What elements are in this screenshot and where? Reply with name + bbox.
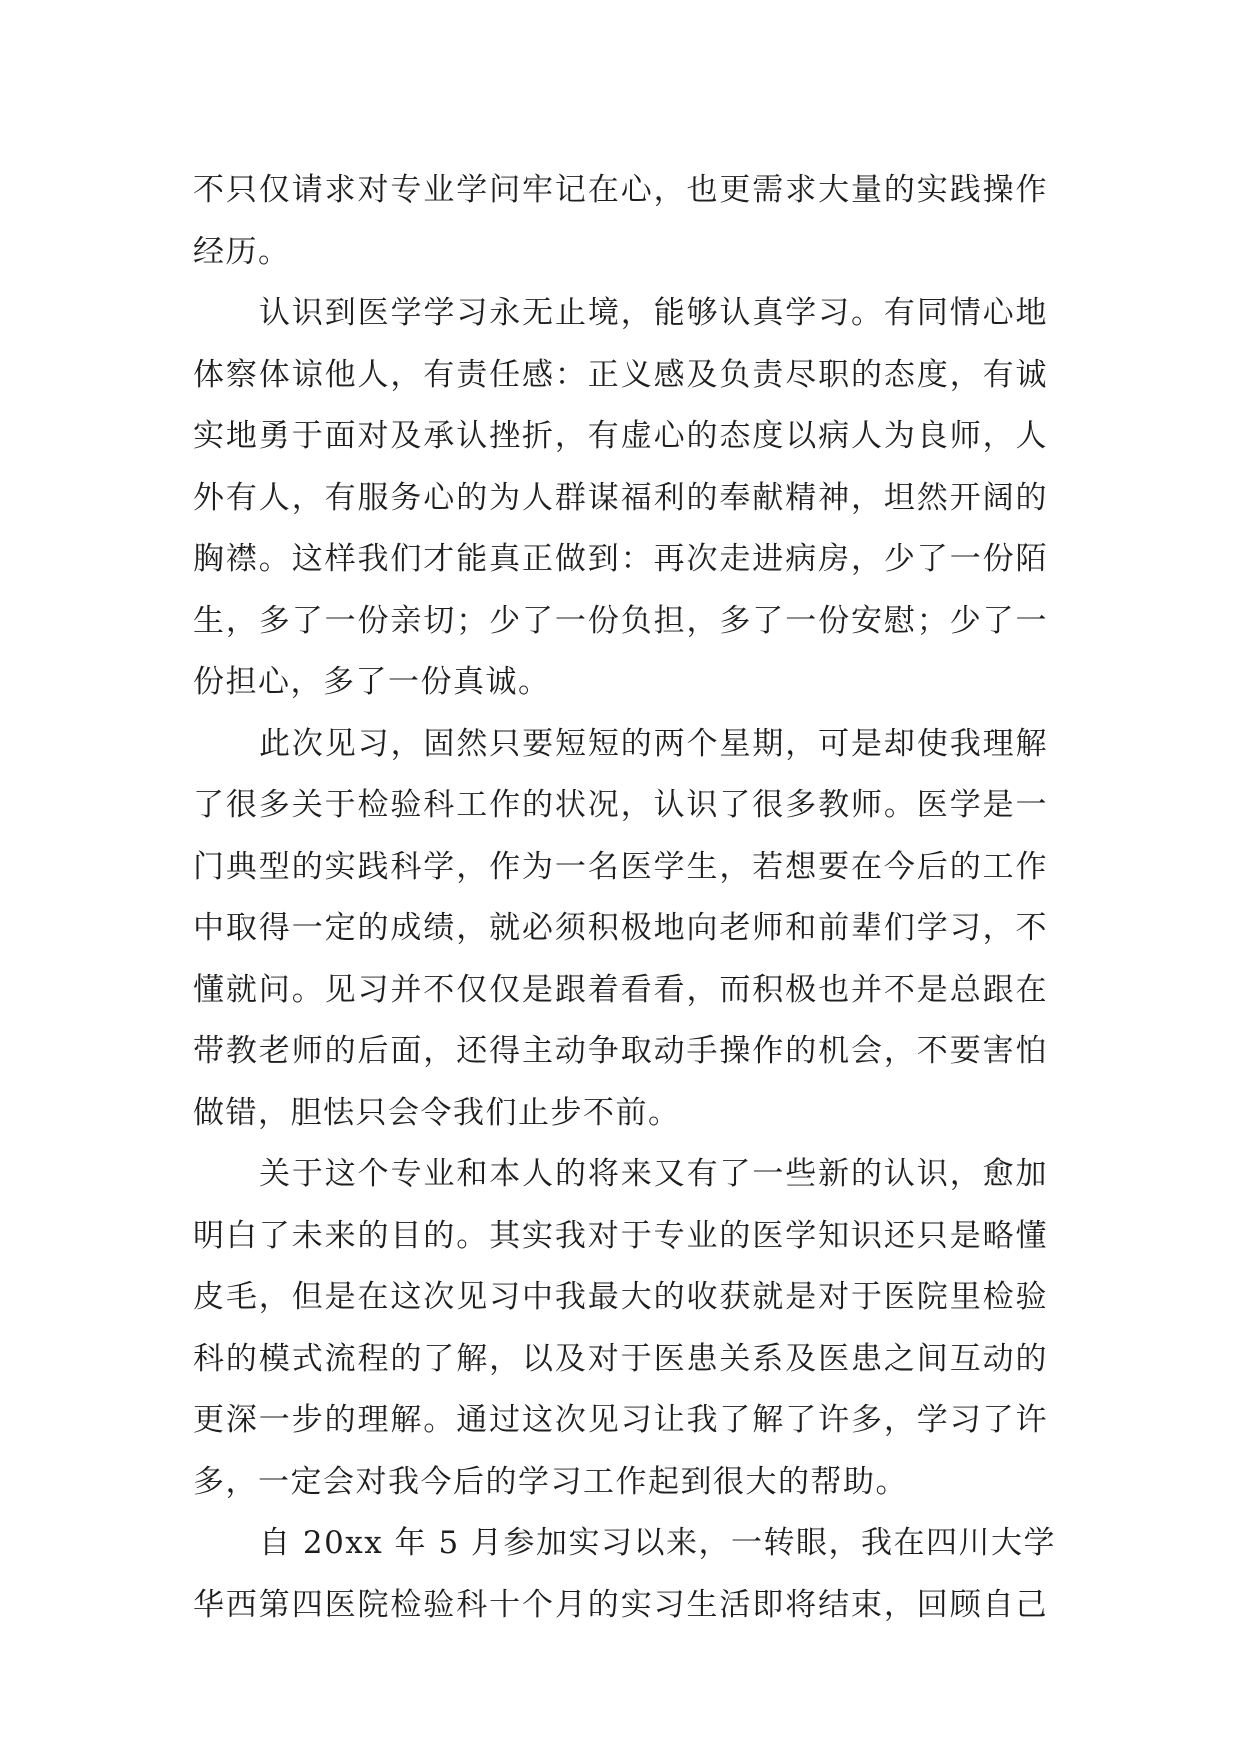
text-line: 带教老师的后面，还得主动争取动手操作的机会，不要害怕 [193, 1033, 1048, 1069]
text-line: 科的模式流程的了解，以及对于医患关系及医患之间互动的 [193, 1340, 1048, 1377]
text-line: 更深一步的理解。通过这次见习让我了解了许多，学习了许 [193, 1402, 1048, 1438]
text-line: 胸襟。这样我们才能真正做到：再次走进病房，少了一份陌 [193, 541, 1048, 577]
document-body [193, 160, 1057, 1636]
text-line: 懂就问。见习并不仅仅是跟着看看，而积极也并不是总跟在 [193, 971, 1048, 1008]
paragraph-first-line: 自 20xx 年 5 月参加实习以来，一转眼，我在四川大学 [259, 1525, 1057, 1561]
text-line: 生，多了一份亲切；少了一份负担，多了一份安慰；少了一 [193, 602, 1048, 639]
text-line: 实地勇于面对及承认挫折，有虚心的态度以病人为良师，人 [193, 418, 1048, 454]
text-line: 中取得一定的成绩，就必须积极地向老师和前辈们学习，不 [193, 910, 1048, 946]
text-line: 明白了未来的目的。其实我对于专业的医学知识还只是略懂 [193, 1217, 1048, 1254]
text-line: 门典型的实践科学，作为一名医学生，若想要在今后的工作 [193, 848, 1048, 885]
text-line: 体察体谅他人，有责任感：正义感及负责尽职的态度，有诚 [193, 356, 1048, 393]
text-line: 经历。 [193, 233, 291, 270]
text-line: 做错，胆怯只会令我们止步不前。 [193, 1094, 681, 1131]
text-line: 外有人，有服务心的为人群谋福利的奉献精神，坦然开阔的 [193, 479, 1048, 516]
text-line: 不只仅请求对专业学问牢记在心，也更需求大量的实践操作 [193, 172, 1048, 208]
paragraph-first-line: 此次见习，固然只要短短的两个星期，可是却使我理解 [259, 725, 1048, 762]
paragraph-first-line: 认识到医学学习永无止境，能够认真学习。有同情心地 [259, 295, 1048, 331]
text-line: 了很多关于检验科工作的状况，认识了很多教师。医学是一 [193, 787, 1048, 823]
text-line: 多，一定会对我今后的学习工作起到很大的帮助。 [193, 1463, 908, 1500]
text-line: 华西第四医院检验科十个月的实习生活即将结束，回顾自己 [193, 1586, 1048, 1623]
paragraph-first-line: 关于这个专业和本人的将来又有了一些新的认识，愈加 [259, 1156, 1048, 1192]
text-line: 份担心，多了一份真诚。 [193, 664, 551, 700]
text-line: 皮毛，但是在这次见习中我最大的收获就是对于医院里检验 [193, 1279, 1048, 1315]
